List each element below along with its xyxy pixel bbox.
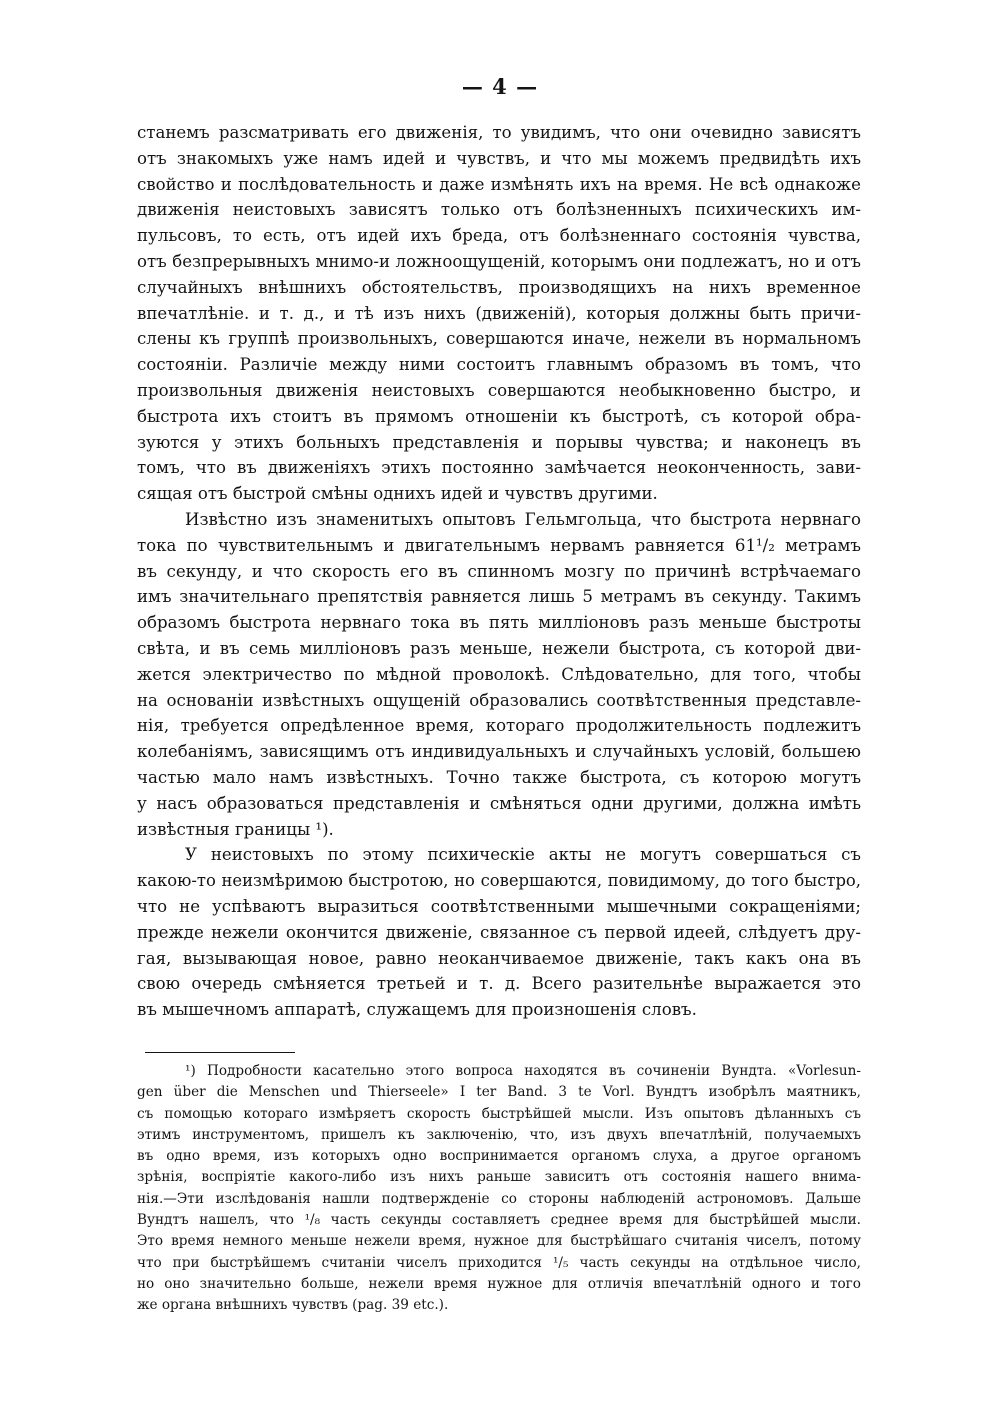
footnote-line: нія.—Эти изслѣдованія нашли подтвержденіе со стороны наблюденій астрономовъ. Дальше xyxy=(137,1190,861,1207)
footnote-line: Вундтъ нашелъ, что ¹/₈ часть секунды составляетъ среднее время для быстрѣйшей мысли. xyxy=(137,1212,861,1229)
text-line: частью мало намъ извѣстныхъ. Точно также быстрота, съ которою могутъ xyxy=(137,767,861,787)
text-line: Извѣстно изъ знаменитыхъ опытовъ Гельмгольца, что быстрота нервнаго xyxy=(185,509,861,529)
footnote-line: въ одно время, изъ которыхъ одно воспринимается органомъ слуха, а другое органомъ xyxy=(137,1148,861,1165)
text-line: жется электричество по мѣдной проволокѣ. Слѣдовательно, для того, чтобы xyxy=(137,664,861,684)
footnote-separator xyxy=(145,1052,295,1053)
text-line: образомъ быстрота нервнаго тока въ пять милліоновъ разъ меньше быстроты xyxy=(137,613,861,633)
text-line: въ мышечномъ аппаратѣ, служащемъ для произношенія словъ. xyxy=(137,1000,697,1020)
text-line: имъ значительнаго препятствія равняется лишь 5 метрамъ въ секунду. Такимъ xyxy=(137,587,861,607)
text-line: сящая отъ быстрой смѣны однихъ идей и чувствъ другими. xyxy=(137,484,658,504)
text-line: случайныхъ внѣшнихъ обстоятельствъ, производящихъ на нихъ временное xyxy=(137,277,861,297)
text-line: свойство и послѣдовательность и даже измѣнять ихъ на время. Не всѣ однакоже xyxy=(137,174,861,194)
text-line: томъ, что въ движеніяхъ этихъ постоянно замѣчается неоконченность, зави- xyxy=(137,458,861,478)
footnote-line: этимъ инструментомъ, пришелъ къ заключенію, что, изъ двухъ впечатлѣній, получаемыхъ xyxy=(137,1126,861,1143)
text-line: отъ безпрерывныхъ мнимо-и ложноощущеній, которымъ они подлежатъ, но и отъ xyxy=(137,251,861,271)
paragraph-3 xyxy=(137,842,861,1023)
main-text xyxy=(137,120,861,1023)
footnote-line: съ помощью котораго измѣряетъ скорость быстрѣйшей мысли. Изъ опытовъ дѣланныхъ съ xyxy=(137,1105,861,1122)
text-line: отъ знакомыхъ уже намъ идей и чувствъ, и что мы можемъ предвидѣть ихъ xyxy=(137,148,861,168)
text-line: что не успѣваютъ выразиться соотвѣтственными мышечными сокращеніями; xyxy=(137,896,861,916)
text-line: свою очередь смѣняется третьей и т. д. Всего разительнѣе выражается это xyxy=(137,974,861,994)
text-line: тока по чувствительнымъ и двигательнымъ нервамъ равняется 61¹/₂ метрамъ xyxy=(137,535,861,555)
text-line: У неистовыхъ по этому психическіе акты не могутъ совершаться съ xyxy=(185,845,861,865)
text-line: въ секунду, и что скорость его въ спинномъ мозгу по причинѣ встрѣчаемаго xyxy=(137,561,861,581)
footnote-line: ¹) Подробности касательно этого вопроса находятся въ сочиненіи Вундта. «Vorlesun- xyxy=(185,1063,861,1079)
footnote-line: же органа внѣшнихъ чувствъ (pag. 39 etc.). xyxy=(137,1297,449,1314)
text-line: свѣта, и въ семь милліоновъ разъ меньше, нежели быстрота, съ которой дви- xyxy=(137,638,861,658)
text-line: произвольныя движенія неистовыхъ совершаются необыкновенно быстро, и xyxy=(137,380,861,400)
text-line: впечатлѣніе. и т. д., и тѣ изъ нихъ (движеній), которыя должны быть причи- xyxy=(137,303,861,323)
footnote-line: зрѣнія, воспріятіе какого-либо изъ нихъ раньше зависитъ отъ состоянія нашего внима- xyxy=(137,1169,861,1186)
text-line: станемъ разсматривать его движенія, то увидимъ, что они очевидно зависятъ xyxy=(137,123,861,142)
text-line: прежде нежели окончится движеніе, связанное съ первой идеей, слѣдуетъ дру- xyxy=(137,922,861,942)
text-line: нія, требуется опредѣленное время, котораго продолжительность подлежитъ xyxy=(137,716,861,736)
text-line: зуются у этихъ больныхъ представленія и порывы чувства; и наконецъ въ xyxy=(137,432,861,452)
text-line: быстрота ихъ стоитъ въ прямомъ отношеніи къ быстротѣ, съ которой обра- xyxy=(137,406,861,426)
text-line: движенія неистовыхъ зависятъ только отъ болѣзненныхъ психическихъ им- xyxy=(137,200,861,220)
footnote-line: gen über die Menschen und Thierseele» I ter Band. 3 te Vorl. Вундтъ изобрѣлъ маятникъ, xyxy=(137,1084,861,1101)
text-line: слены къ группѣ произвольныхъ, совершаются иначе, нежели въ нормальномъ xyxy=(137,329,861,349)
footnote-line: Это время немного меньше нежели время, нужное для быстрѣйшаго считанія чиселъ, потому xyxy=(137,1233,861,1250)
paragraph-2 xyxy=(137,507,861,842)
footnote xyxy=(137,1061,861,1317)
text-line: какою-то неизмѣримою быстротою, но совершаются, повидимому, до того быстро, xyxy=(137,871,861,891)
text-line: пульсовъ, то есть, отъ идей ихъ бреда, отъ болѣзненнаго состоянія чувства, xyxy=(137,226,861,246)
text-line: состояніи. Различіе между ними состоитъ главнымъ образомъ въ томъ, что xyxy=(137,355,861,375)
text-line: гая, вызывающая новое, равно неоканчиваемое движеніе, такъ какъ она въ xyxy=(137,948,861,968)
text-line: на основаніи извѣстныхъ ощущеній образовались соотвѣтственныя представле- xyxy=(137,690,861,710)
text-line: извѣстныя границы ¹). xyxy=(137,819,334,839)
text-line: у насъ образоваться представленія и смѣняться одни другими, должна имѣть xyxy=(137,793,861,813)
paragraph-1 xyxy=(137,120,861,507)
text-line: колебаніямъ, зависящимъ отъ индивидуальныхъ и случайныхъ условій, большею xyxy=(137,742,861,762)
footnote-line: но оно значительно больше, нежели время нужное для отличія впечатлѣній одного и того xyxy=(137,1275,861,1292)
page-number: — 4 — xyxy=(461,74,539,99)
footnote-line: что при быстрѣйшемъ считаніи чиселъ приходится ¹/₅ часть секунды на отдѣльное число, xyxy=(137,1254,861,1271)
